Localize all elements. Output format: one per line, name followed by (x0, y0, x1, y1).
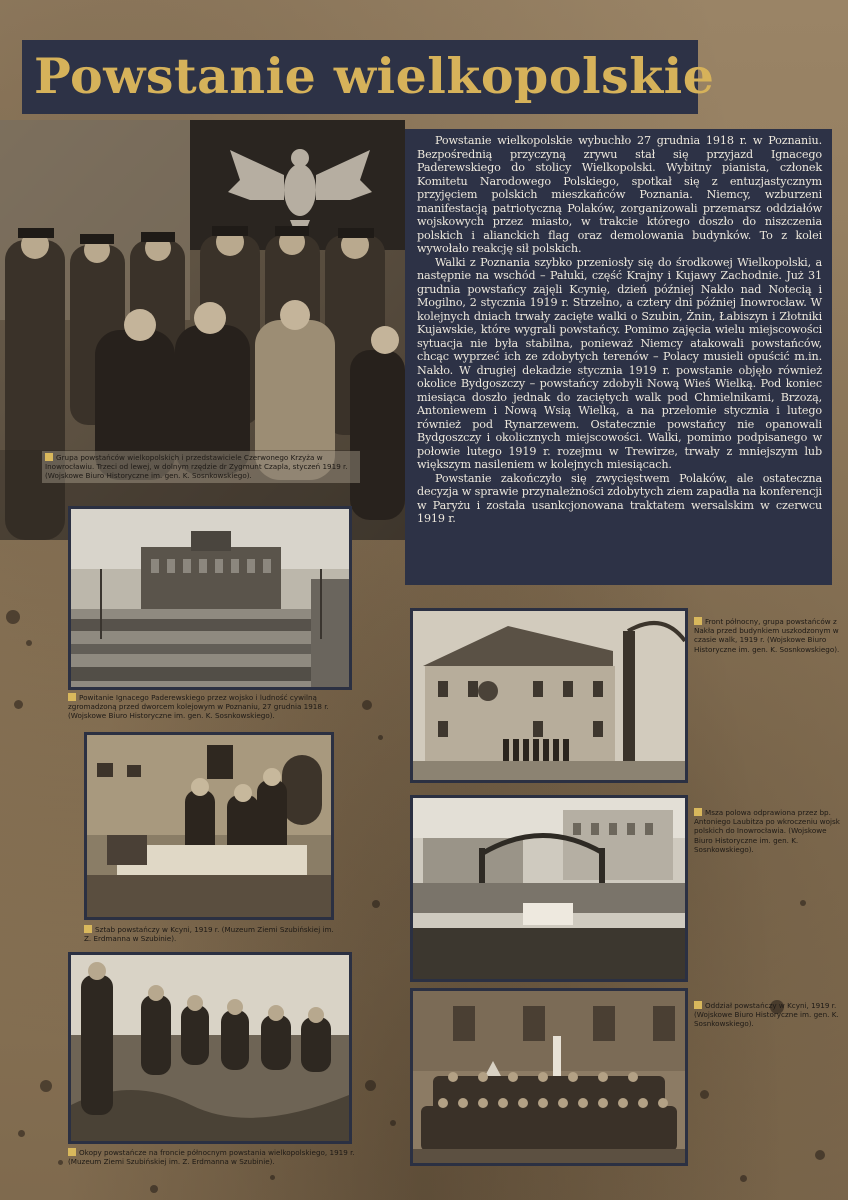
article-text-panel (405, 129, 832, 585)
caption-marker-icon (68, 1148, 76, 1156)
caption-marker-icon (694, 617, 702, 625)
unit-photo (410, 988, 688, 1166)
group-photo-caption: Grupa powstańców wielkopolskich i przedstawiciele Czerwonego Krzyża w Inowrocławiu. Trzeci od lewej, w dolnym rzędzie dr Zygmunt Czapla, styczeń 1919 r. (Wojskowe Biuro Historyczne im. gen. K. Sosnkowskiego). (42, 451, 360, 483)
caption-marker-icon (694, 1001, 702, 1009)
staff-photo (84, 732, 334, 920)
trench-photo (68, 952, 352, 1144)
mass-photo-caption: Msza polowa odprawiona przez bp. Antoniego Laubitza po wkroczeniu wojsk polskich do Inowrocławia. (Wojskowe Biuro Historyczne im. gen. K. Sosnkowskiego). (694, 808, 840, 854)
station-photo (68, 506, 352, 690)
page-title: Powstanie wielkopolskie (34, 47, 715, 105)
unit-photo-caption: Oddział powstańczy w Kcyni, 1919 r. (Wojskowe Biuro Historyczne im. gen. K. Sosnkowskiego). (694, 1001, 839, 1029)
trench-photo-caption: Okopy powstańcze na froncie północnym powstania wielkopolskiego, 1919 r. (Muzeum Ziemi Szubińskiej im. Z. Erdmanna w Szubinie). (68, 1148, 355, 1167)
station-photo-caption: Powitanie Ignacego Paderewskiego przez wojsko i ludność cywilną zgromadzoną przed dworcem kolejowym w Poznaniu, 27 grudnia 1918 r. (Wojskowe Biuro Historyczne im. gen. K. Sosnkowskiego). (68, 693, 329, 721)
nakel-photo-caption: Front północny, grupa powstańców z Nakła przed budynkiem uszkodzonym w czasie walk, 1919 r. (Wojskowe Biuro Historyczne im. gen. K. Sosnkowskiego). (694, 617, 840, 654)
article-paragraph: Walki z Poznania szybko przeniosły się do środkowej Wielkopolski, a następnie na wschód – Pałuki, część Krajny i Kujawy Zachodnie. Już 31 grudnia powstańcy zajęli Kcynię, dzień później Nakło nad Notecią i Mogilno, 2 stycznia 1919 r. Strzelno, a cztery dni później Inowrocław. W kolejnych dniach trwały zacięte walki o Szubin, Żnin, Łabiszyn i Złotniki Kujawskie, które wygrali powstańcy. Pomimo zajęcia wielu miejscowości sytuacja nie była stabilna, ponieważ Niemcy atakowali powstańców, chcąc wyprzeć ich ze zdobytych terenów – Polacy musieli opuścić m.in. Nakło. W drugiej dekadzie stycznia 1919 r. powstanie objęło również okolice Bydgoszczy – powstańcy zdobyli Nową Wieś Wielką. Pod koniec miesiąca doszło jednak do zaciętych walk pod Chmielnikami, Brzozą, Antoniewem i Nową Wsią Wielką, a na przełomie stycznia i lutego również pod Rynarzewem. Ostatecznie powstańcy nie opanowali Bydgoszczy i okolicznych miejscowości. Walki, pomimo podpisanego w połowie lutego 1919 r. rozejmu w Trewirze, trwały z mniejszym lub większym nasileniem w kolejnych miesiącach. (417, 255, 822, 471)
caption-marker-icon (68, 693, 76, 701)
mass-photo (410, 795, 688, 982)
caption-marker-icon (45, 453, 53, 461)
article-paragraph: Powstanie zakończyło się zwycięstwem Polaków, ale ostateczna decyzja w sprawie przynależności zdobytych ziem zapadła na konferencji w Paryżu i została usankcjonowana traktatem wersalskim w czerwcu 1919 r. (417, 471, 822, 525)
article-paragraph: Powstanie wielkopolskie wybuchło 27 grudnia 1918 r. w Poznaniu. Bezpośrednią przyczyną zrywu stał się przyjazd Ignacego Paderewskiego do stolicy Wielkopolski. Wybitny pianista, członek Komitetu Narodowego Polskiego, spotkał się z entuzjastycznym przyjęciem polskich mieszkańców Poznania. Niemcy, wzburzeni manifestacją patriotyczną Polaków, zorganizowali przemarsz oddziałów wojskowych przez miasto, w trakcie którego doszło do niszczenia polskich i alianckich flag oraz demolowania budynków. To z kolei wywołało reakcję sił polskich. (417, 134, 822, 255)
staff-photo-caption: Sztab powstańczy w Kcyni, 1919 r. (Muzeum Ziemi Szubińskiej im. Z. Erdmanna w Szubinie). (84, 925, 334, 944)
nakel-photo (410, 608, 688, 783)
caption-marker-icon (694, 808, 702, 816)
caption-marker-icon (84, 925, 92, 933)
